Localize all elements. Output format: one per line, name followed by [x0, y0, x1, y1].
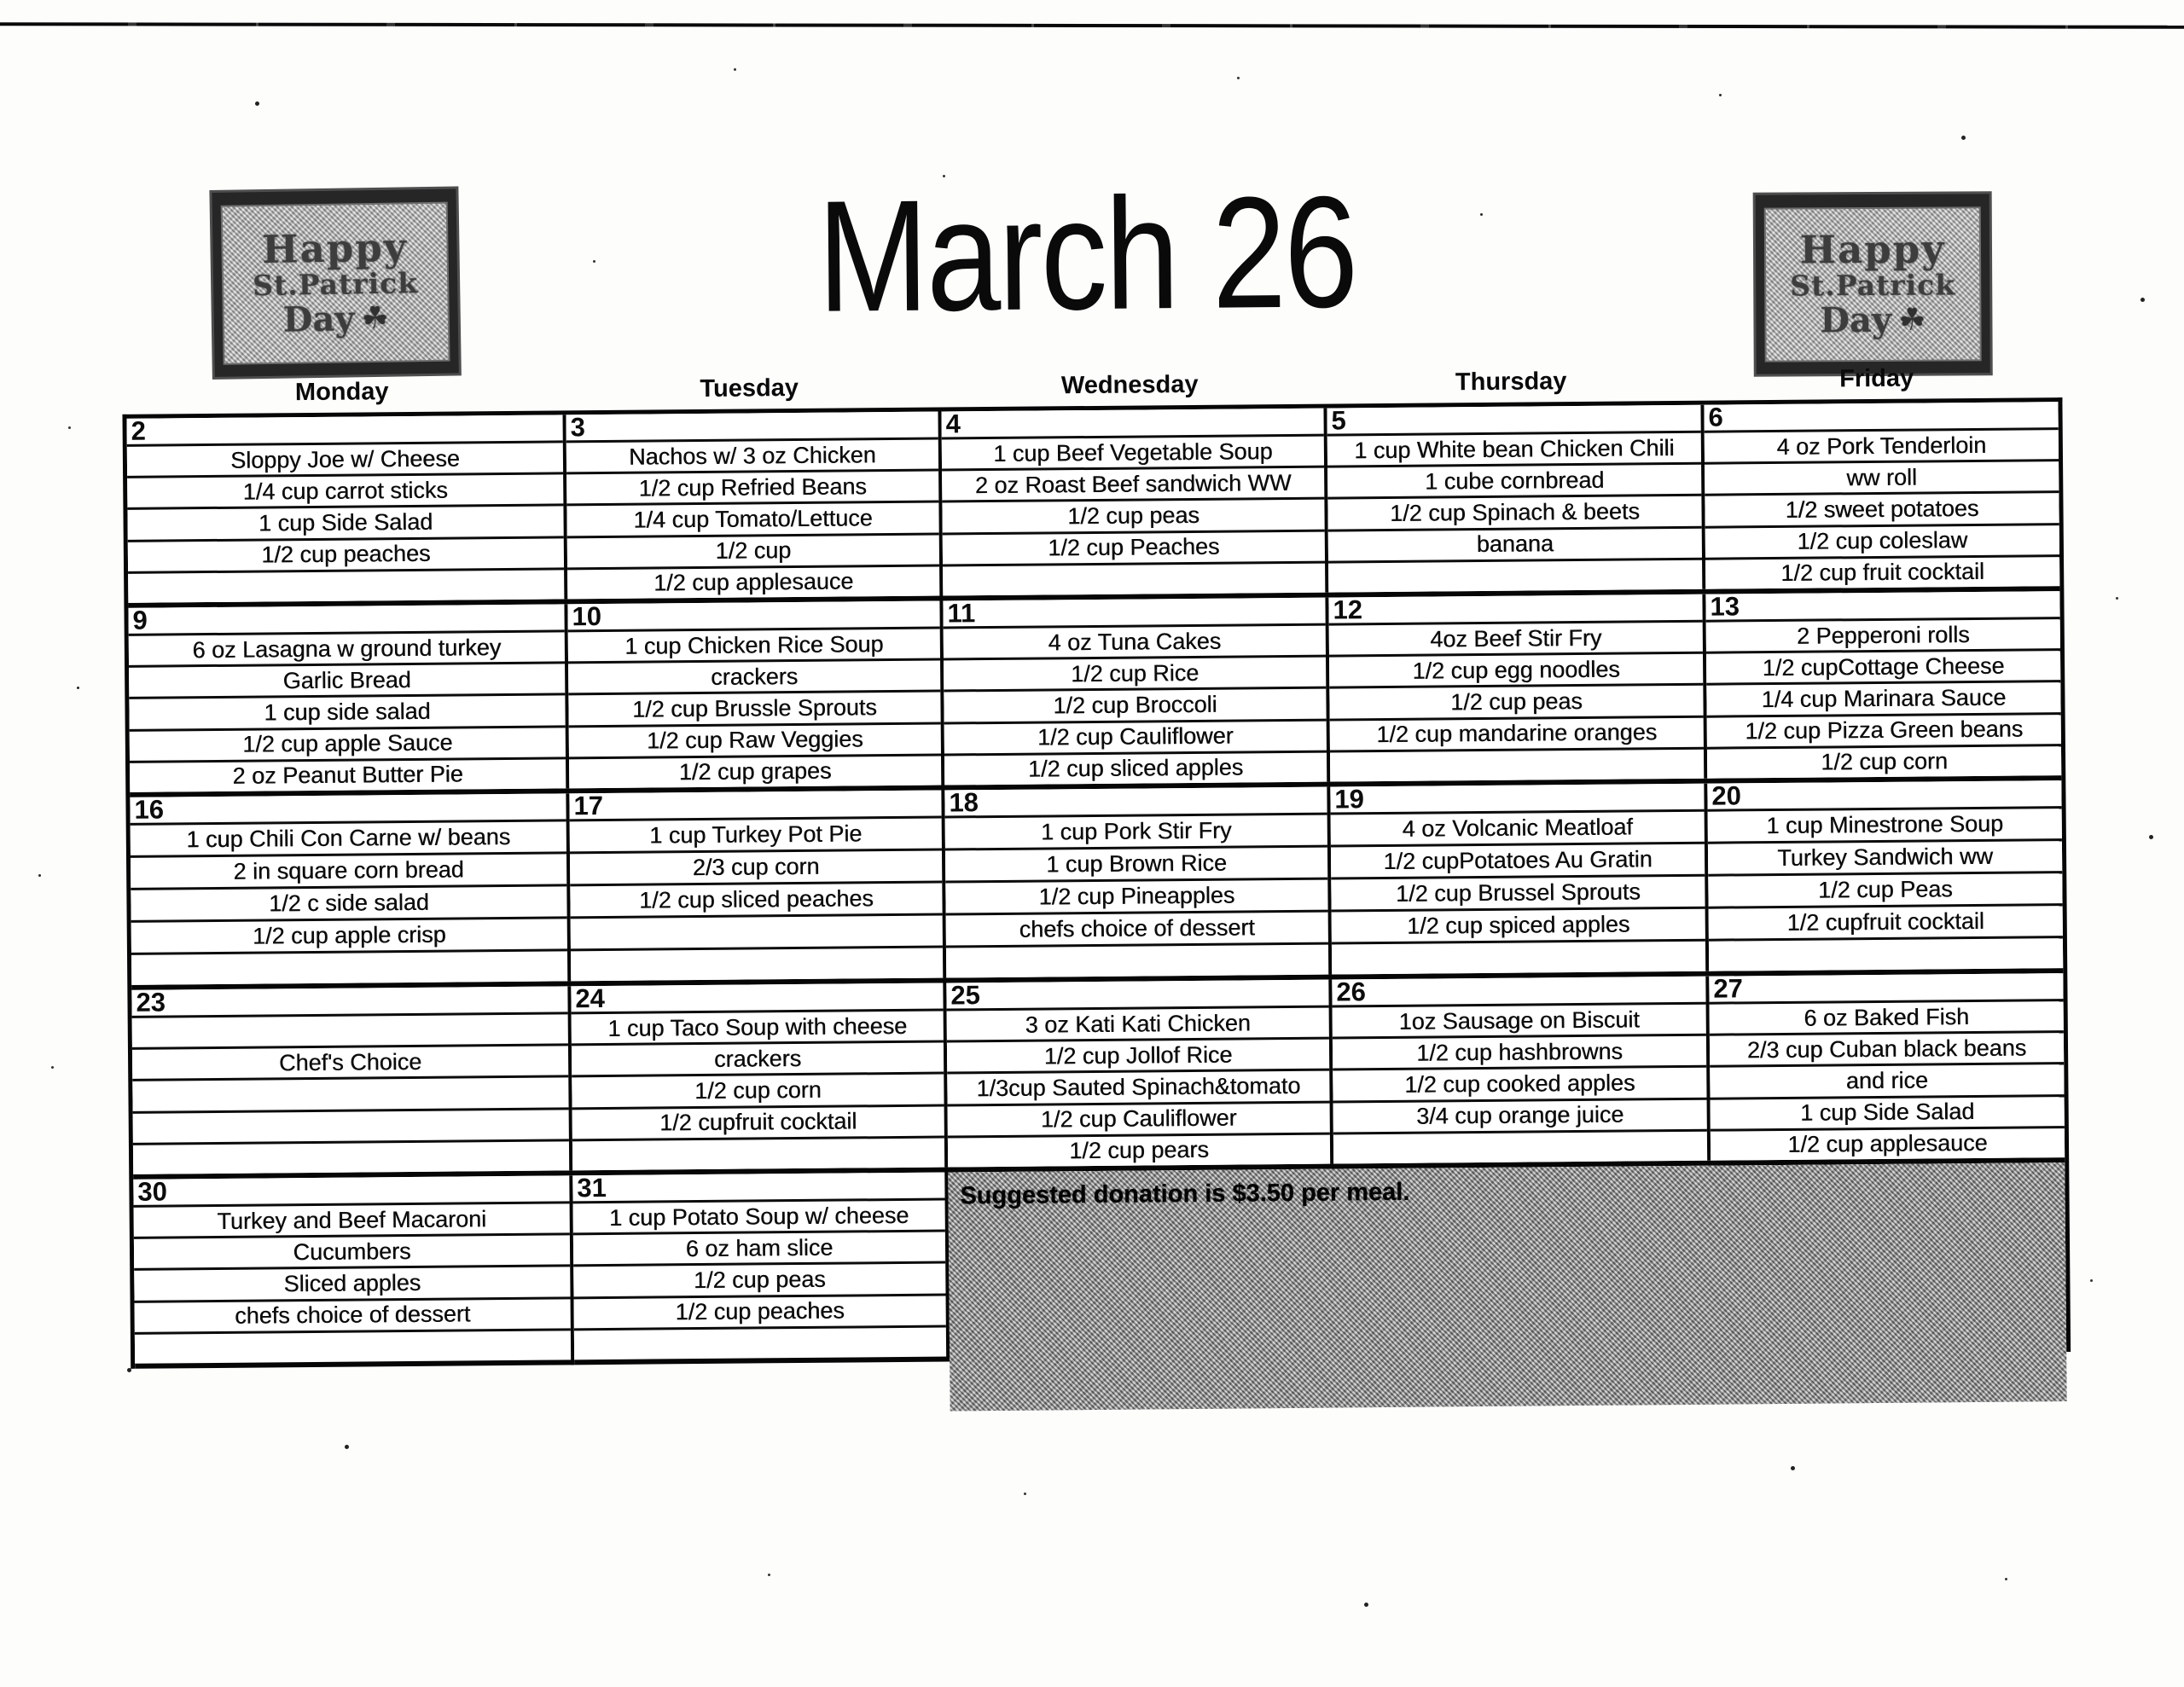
date-number: 17: [569, 791, 941, 822]
menu-item: 1/2 cup grapes: [569, 753, 941, 788]
menu-item: Cucumbers: [134, 1233, 570, 1269]
menu-item: [133, 1107, 569, 1143]
menu-item: 1 cup White bean Chicken Chili: [1354, 434, 1675, 463]
date-number: 9: [128, 604, 564, 635]
menu-item: 1 cup Potato Soup w/ cheese: [608, 1202, 909, 1231]
menu-item: [132, 1014, 568, 1047]
date-number: 16: [130, 793, 566, 825]
week-row: [127, 402, 2060, 608]
menu-item: ww roll: [1705, 459, 2059, 494]
menu-item: 6 oz Baked Fish: [1804, 1003, 1970, 1031]
date-number: 11: [943, 598, 1325, 629]
menu-item: 1 cup Beef Vegetable Soup: [993, 438, 1273, 467]
menu-item: 1 cup Side Salad: [1711, 1094, 2065, 1129]
menu-item: 1 cup Pork Stir Fry: [1040, 817, 1232, 845]
day-header-friday: Friday: [1839, 364, 1914, 393]
date-number: 6: [1704, 402, 2058, 433]
menu-item: 1oz Sausage on Biscuit: [1398, 1006, 1640, 1035]
menu-item: 1 cup side salad: [129, 693, 565, 729]
date-number: 18: [944, 787, 1327, 819]
menu-item: 6 oz Lasagna w ground turkey: [192, 634, 502, 663]
date-number: 4: [941, 409, 1323, 440]
menu-item: 1/2 cup Peaches: [943, 529, 1325, 564]
menu-item: 1 cup Chili Con Carne w/ beans: [186, 823, 511, 853]
menu-item: 2/3 cup corn: [570, 849, 942, 884]
menu-item: crackers: [568, 658, 940, 693]
menu-item: [572, 1135, 944, 1170]
day-cell-12: [1328, 594, 1707, 782]
menu-item: [574, 1325, 946, 1359]
menu-item: 1/2 cupfruit cocktail: [572, 1104, 944, 1139]
menu-item: 6 oz ham slice: [573, 1230, 945, 1265]
menu-item: 3 oz Kati Kati Chicken: [1025, 1009, 1251, 1038]
menu-item: 1/4 cup Marinara Sauce: [1706, 680, 2060, 715]
menu-item: 1/3cup Sauted Spinach&tomato: [947, 1069, 1329, 1104]
menu-item: 1/2 cup apple Sauce: [130, 725, 566, 761]
date-number: 19: [1330, 784, 1704, 815]
menu-item: chefs choice of dessert: [135, 1296, 571, 1332]
menu-item: 4 oz Pork Tenderloin: [1776, 432, 1987, 460]
day-cell-18: [944, 787, 1332, 978]
menu-item: and rice: [1710, 1062, 2064, 1097]
day-cell-11: [943, 598, 1330, 786]
menu-item: Turkey Sandwich ww: [1708, 838, 2062, 874]
week-row: [130, 780, 2063, 990]
menu-item: 1/2 cup sliced apples: [944, 750, 1327, 785]
page-title: March 26: [816, 164, 1357, 345]
menu-item: 1/2 cup peas: [1329, 683, 1703, 718]
menu-item: 1/2 cupPotatoes Au Gratin: [1331, 842, 1705, 878]
menu-item: 1/2 cup Broccoli: [944, 687, 1326, 722]
menu-item: 1/2 cupCottage Cheese: [1706, 648, 2060, 683]
menu-item: 1/2 cup peaches: [574, 1293, 946, 1328]
menu-item: banana: [1328, 525, 1702, 560]
menu-item: crackers: [572, 1041, 944, 1075]
menu-item: 4 oz Volcanic Meatloaf: [1402, 814, 1633, 842]
day-cell-13: [1705, 591, 2061, 779]
menu-item: 1/2 cup corn: [1707, 744, 2061, 779]
menu-item: 2 oz Roast Beef sandwich WW: [942, 466, 1324, 501]
date-number: 25: [946, 980, 1328, 1012]
day-cell-30: [133, 1175, 574, 1368]
menu-item: 1/2 cupfruit cocktail: [1709, 903, 2063, 939]
menu-item: 1/2 cup peaches: [128, 536, 564, 571]
menu-item: 1/2 cup peas: [942, 497, 1324, 532]
st-patricks-day-stamp-right: [1756, 194, 1990, 374]
day-cell-31: [572, 1172, 950, 1365]
menu-item: 1/2 cup spiced apples: [1332, 907, 1705, 942]
day-cell-9: [128, 604, 569, 791]
date-number: 2: [127, 415, 563, 446]
menu-item: [571, 946, 943, 982]
menu-item: 4 oz Tuna Cakes: [1048, 628, 1222, 656]
menu-item: 1 cup Side Salad: [127, 504, 563, 540]
menu-item: 1/2 cup Cauliflower: [948, 1100, 1330, 1135]
week-row: [131, 973, 2065, 1180]
day-cell-10: [567, 601, 944, 789]
date-number: 30: [133, 1175, 569, 1207]
day-cell-27: [1709, 973, 2065, 1161]
day-cell-4: [941, 409, 1328, 596]
menu-item: 1/2 cup Brussel Sprouts: [1331, 874, 1705, 910]
date-number: 24: [571, 983, 943, 1015]
menu-item: 1/2 cup: [567, 532, 939, 567]
day-header-thursday: Thursday: [1455, 368, 1567, 397]
menu-item: [1330, 747, 1704, 782]
menu-item: chefs choice of dessert: [946, 910, 1328, 946]
menu-item: 4oz Beef Stir Fry: [1430, 624, 1602, 652]
date-number: 23: [131, 986, 567, 1017]
date-number: 27: [1709, 973, 2063, 1005]
menu-item: [946, 942, 1328, 978]
menu-item: 1/4 cup carrot sticks: [127, 472, 563, 508]
menu-item: 1/2 cup mandarine oranges: [1330, 715, 1704, 750]
day-cell-24: [571, 983, 948, 1170]
menu-item: [1332, 939, 1705, 975]
menu-item: Chef's Choice: [132, 1044, 568, 1080]
menu-item: 1 cube cornbread: [1327, 462, 1701, 497]
day-cell-6: [1704, 402, 2059, 589]
menu-item: 1/2 cup Pineapples: [945, 878, 1327, 913]
menu-item: Nachos w/ 3 oz Chicken: [628, 441, 876, 470]
day-cell-23: [131, 986, 572, 1174]
menu-item: 1/2 cup applesauce: [1711, 1126, 2065, 1161]
menu-item: Garlic Bread: [129, 662, 565, 698]
day-cell-25: [946, 980, 1333, 1168]
day-cell-26: [1332, 977, 1711, 1164]
menu-item: 1/2 c side salad: [131, 884, 566, 919]
menu-item: 2 in square corn bread: [131, 851, 566, 887]
menu-item: 1 cup Turkey Pot Pie: [649, 820, 863, 849]
day-header-wednesday: Wednesday: [1060, 370, 1199, 400]
stamp-line1: Happy: [261, 224, 409, 272]
day-cell-16: [130, 793, 571, 984]
menu-item: 1/2 cup cooked apples: [1333, 1065, 1706, 1100]
menu-item: [1328, 558, 1702, 593]
donation-note-block: [948, 1162, 2066, 1411]
menu-item: [1333, 1129, 1707, 1164]
menu-item: 1/2 cup egg noodles: [1329, 652, 1703, 687]
menu-item: [1709, 936, 2063, 971]
date-number: 10: [567, 601, 939, 633]
menu-item: 2 oz Peanut Butter Pie: [130, 757, 566, 792]
date-number: 5: [1327, 405, 1700, 437]
menu-item: [133, 1139, 569, 1174]
day-cell-19: [1330, 784, 1709, 975]
date-number: 31: [572, 1173, 944, 1204]
menu-item: 1/2 cup coleslaw: [1705, 523, 2059, 558]
menu-item: 1/2 cup hashbrowns: [1333, 1034, 1706, 1069]
menu-item: 1/2 cup Cauliflower: [944, 718, 1327, 753]
date-number: 26: [1332, 977, 1705, 1008]
stamp-day-word: Day: [282, 299, 355, 340]
stamp-day-word: Day: [1820, 299, 1892, 341]
menu-item: 1/2 cup Rice: [944, 655, 1326, 690]
menu-item: 1/2 cup sliced peaches: [570, 881, 942, 917]
week-row: [128, 591, 2061, 797]
day-cell-3: [566, 412, 943, 600]
menu-item: 1 cup Brown Rice: [945, 845, 1327, 881]
menu-item: 2/3 cup Cuban black beans: [1710, 1030, 2064, 1065]
menu-item: 1 cup Chicken Rice Soup: [624, 630, 884, 659]
menu-item: [132, 1075, 568, 1111]
menu-item: 1/2 cup peas: [573, 1261, 945, 1296]
menu-item: [943, 560, 1325, 595]
menu-item: 2 Pepperoni rolls: [1796, 621, 1970, 649]
menu-item: 1 cup Taco Soup with cheese: [607, 1012, 908, 1041]
menu-item: [131, 948, 567, 984]
menu-item: 1/2 cup Brussle Sprouts: [568, 690, 940, 725]
menu-item: 1/4 cup Tomato/Lettuce: [566, 501, 938, 536]
menu-item: 1 cup Minestrone Soup: [1766, 810, 2004, 839]
day-header-monday: Monday: [294, 378, 389, 407]
menu-item: Turkey and Beef Macaroni: [217, 1205, 487, 1234]
menu-item: 1/2 cup Peas: [1708, 871, 2062, 907]
day-cell-2: [127, 415, 568, 602]
menu-item: 1/2 cup corn: [572, 1072, 944, 1107]
day-cell-5: [1327, 405, 1705, 593]
day-cell-17: [569, 791, 946, 982]
menu-item: Sloppy Joe w/ Cheese: [229, 445, 460, 473]
menu-item: 1/2 cup Spinach & beets: [1327, 494, 1701, 529]
menu-item: 1/2 cup apple crisp: [131, 916, 567, 952]
menu-item: 1/2 cup Raw Veggies: [569, 722, 941, 757]
menu-item: 1/2 cup applesauce: [567, 564, 939, 599]
stamp-line2: St.Patrick: [252, 266, 419, 303]
menu-item: 1/2 cup Jollof Rice: [947, 1037, 1329, 1072]
date-number: 12: [1328, 594, 1702, 626]
menu-item: Sliced apples: [134, 1265, 570, 1301]
menu-item: 1/2 cup fruit cocktail: [1705, 554, 2059, 589]
menu-item: [128, 567, 564, 603]
shamrock-icon: ☘: [361, 301, 390, 337]
menu-item: [135, 1328, 571, 1364]
menu-item: 1/2 cup pears: [948, 1132, 1330, 1167]
date-number: 20: [1707, 780, 2061, 812]
stamp-line2: St.Patrick: [1790, 268, 1956, 303]
menu-item: 1/2 sweet potatoes: [1705, 490, 2059, 525]
stamp-line1: Happy: [1799, 226, 1946, 273]
menu-item: 1/2 cup Pizza Green beans: [1707, 712, 2061, 747]
shamrock-icon: ☘: [1898, 302, 1926, 339]
menu-item: 1/2 cup Refried Beans: [566, 469, 938, 504]
donation-note: Suggested donation is $3.50 per meal.: [960, 1178, 1410, 1210]
day-cell-20: [1707, 780, 2063, 971]
menu-item: [571, 913, 943, 949]
date-number: 13: [1705, 591, 2059, 623]
calendar-grid: [122, 397, 2071, 1369]
menu-item: 3/4 cup orange juice: [1333, 1097, 1707, 1132]
stamp-line3: [1820, 299, 1926, 341]
day-header-tuesday: Tuesday: [700, 374, 799, 403]
date-number: 3: [566, 412, 938, 443]
